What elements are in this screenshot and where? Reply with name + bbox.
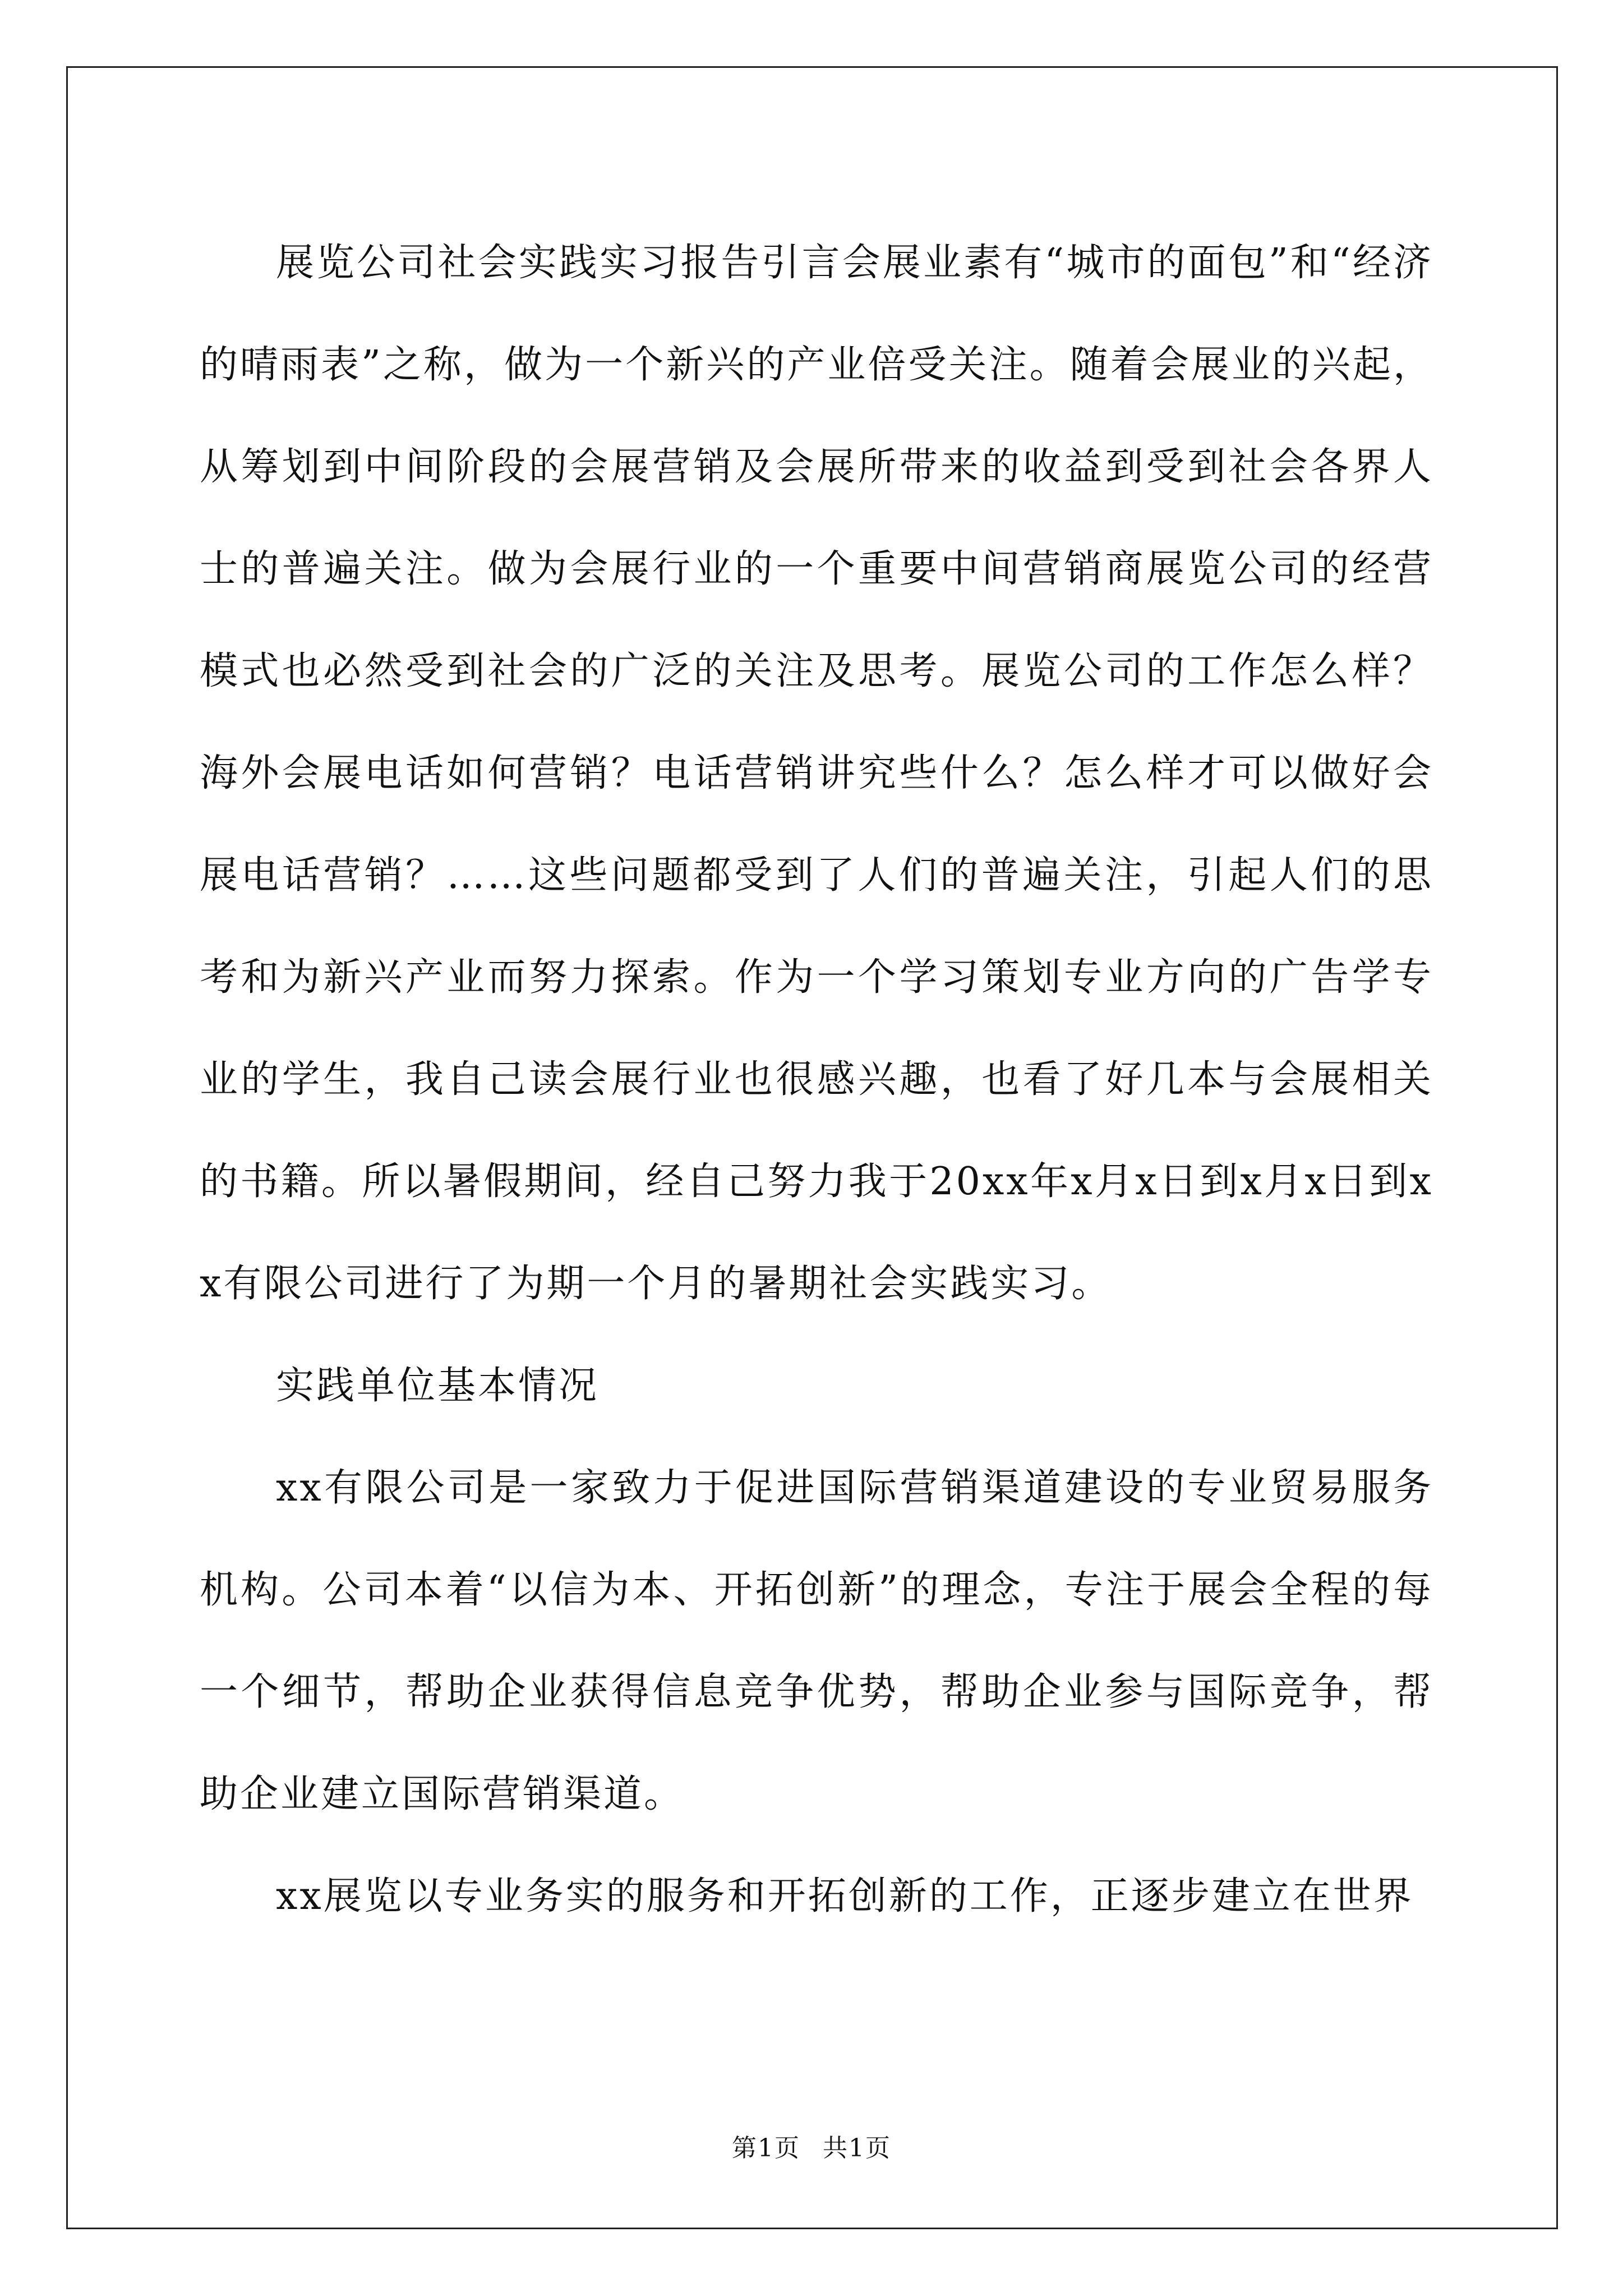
document-body: [200, 212, 1433, 1948]
section-heading: 实践单位基本情况: [276, 1364, 600, 1408]
paragraph-intro: 展览公司社会实践实习报告引言会展业素有“城市的面包”和“经济的晴雨表”之称，做为一个新兴的产业倍受关注。随着会展业的兴起，从筹划到中间阶段的会展营销及会展所带来的收益到受到社会各界人士的普遍关注。做为会展行业的一个重要中间营销商展览公司的经营模式也必然受到社会的广泛的关注及思考。展览公司的工作怎么样？海外会展电话如何营销？电话营销讲究些什么？怎么样才可以做好会展电话营销？……这些问题都受到了人们的普遍关注，引起人们的思考和为新兴产业而努力探索。作为一个学习策划专业方向的广告学专业的学生，我自己读会展行业也很感兴趣，也看了好几本与会展相关的书籍。所以暑假期间，经自己努力我于20xx年x月x日到x月x日到xx有限公司进行了为期一个月的暑期社会实践实习。: [200, 241, 1433, 1306]
page-total: 共1页: [823, 2134, 891, 2162]
paragraph-company: xx有限公司是一家致力于促进国际营销渠道建设的专业贸易服务机构。公司本着“以信为本、开拓创新”的理念，专注于展会全程的每一个细节，帮助企业获得信息竞争优势，帮助企业参与国际竞争，帮助企业建立国际营销渠道。: [200, 1466, 1433, 1816]
page-footer: [0, 2132, 1623, 2165]
page-number: 第1页: [732, 2134, 800, 2162]
paragraph-exhibition: xx展览以专业务实的服务和开拓创新的工作，正逐步建立在世界: [276, 1874, 1414, 1918]
